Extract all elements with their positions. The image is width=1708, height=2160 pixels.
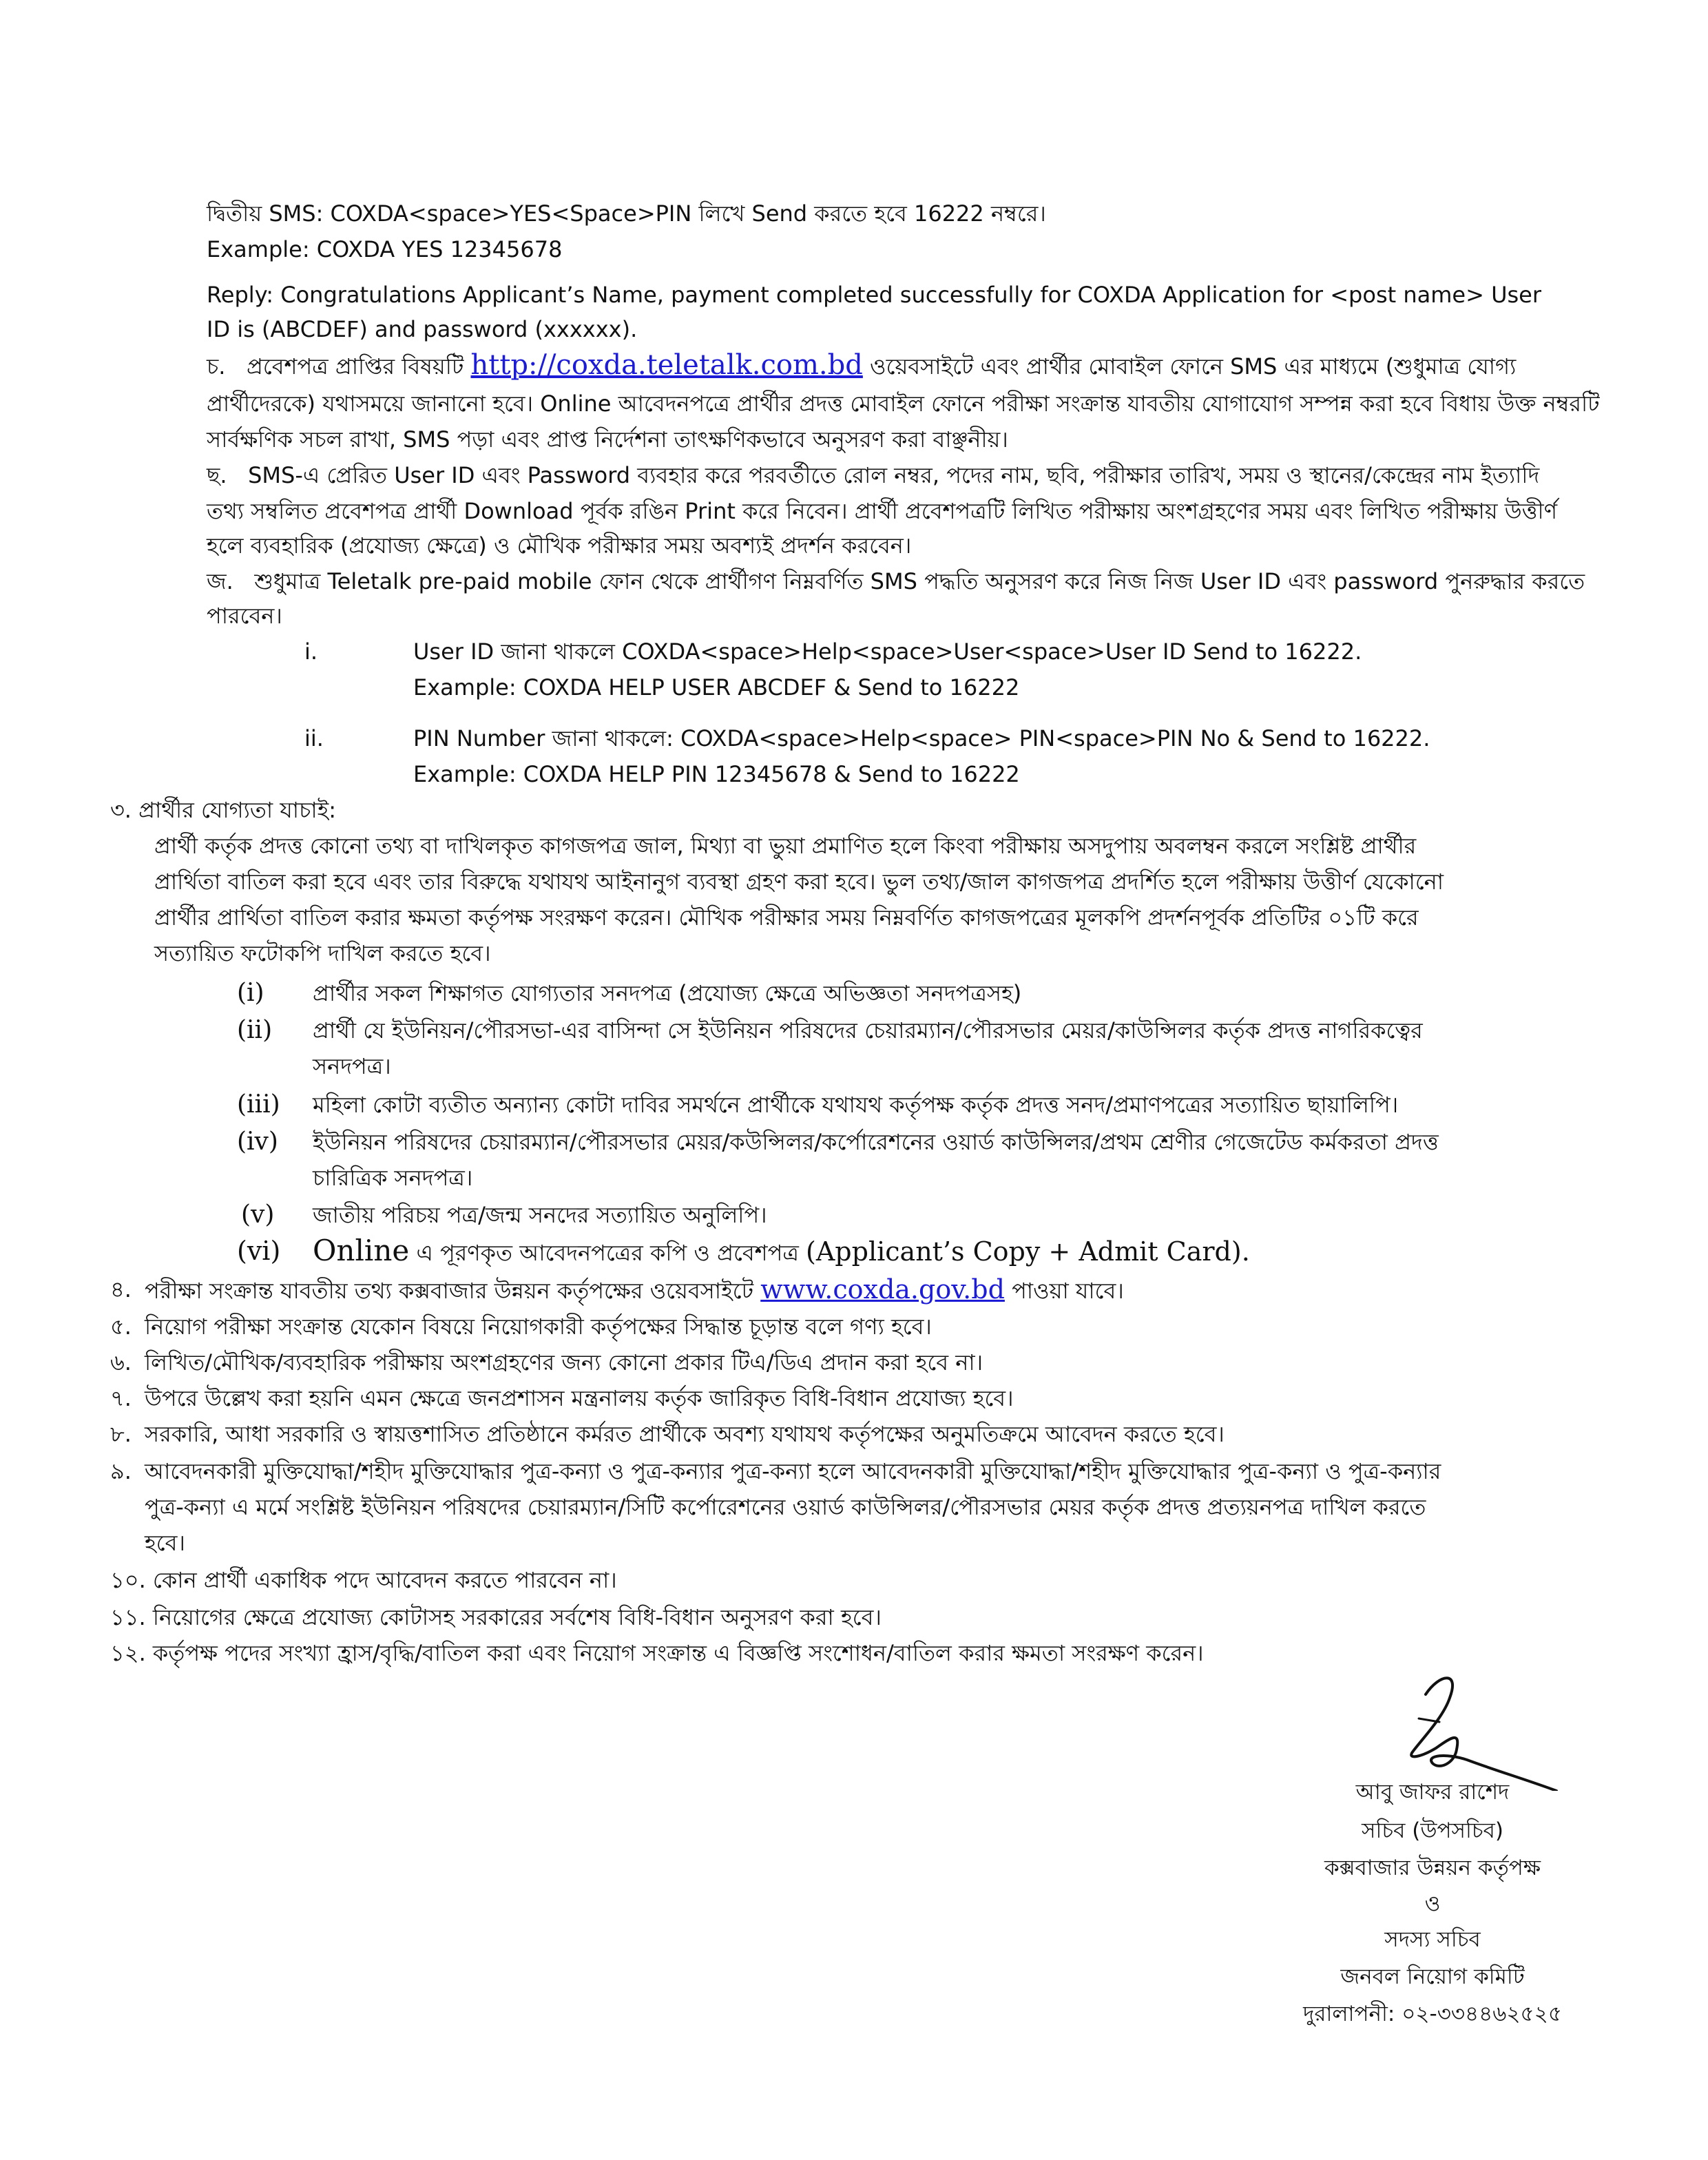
doc-num: (iii) bbox=[237, 1090, 280, 1119]
signatory-committee: জনবল নিয়োগ কমিটি bbox=[1340, 1964, 1525, 1989]
recovery-item-line1: PIN Number জানা থাকলে: COXDA<space>Help<space> PIN<space>PIN No & Send to 16222. bbox=[413, 725, 1430, 751]
chha-line3: হলে ব্যবহারিক (প্রযোজ্য ক্ষেত্রে) ও মৌখিক পরীক্ষার সময় অবশ্যই প্রদর্শন করবেন। bbox=[207, 532, 912, 559]
item-text: কর্তৃপক্ষ পদের সংখ্যা হ্রাস/বৃদ্ধি/বাতিল করা এবং নিয়োগ সংক্রান্ত এ বিজ্ঞপ্তি সংশোধন/বাতিল করার ক্ষমতা সংরক্ষণ করেন। bbox=[152, 1640, 1204, 1666]
doc-num: (vi) bbox=[237, 1236, 281, 1266]
late-item bbox=[110, 1599, 882, 1635]
late-item bbox=[110, 1562, 617, 1598]
item-num: ১১. bbox=[110, 1604, 146, 1630]
signatory-title: সচিব (উপসচিব) bbox=[1362, 1818, 1503, 1843]
item-text: নিয়োগ পরীক্ষা সংক্রান্ত যেকোন বিষয়ে নিয়োগকারী কর্তৃপক্ষের সিদ্ধান্ত চূড়ান্ত বলে গণ্য হবে। bbox=[145, 1313, 932, 1340]
doc6-online: Online bbox=[313, 1234, 410, 1267]
doc-num: (iv) bbox=[237, 1128, 278, 1156]
item-num: ১২. bbox=[110, 1640, 146, 1666]
item-num: ৪. bbox=[110, 1276, 132, 1302]
section3-para-line: সত্যায়িত ফটোকপি দাখিল করতে হবে। bbox=[154, 940, 491, 966]
late-item bbox=[110, 1635, 1204, 1671]
item4-pre: পরীক্ষা সংক্রান্ত যাবতীয় তথ্য কক্সবাজার উন্নয়ন কর্তৃপক্ষের ওয়েবসাইটে bbox=[145, 1278, 754, 1304]
handwritten-signature bbox=[1371, 1667, 1577, 1791]
signatory-organization: কক্সবাজার উন্নয়ন কর্তৃপক্ষ bbox=[1324, 1856, 1541, 1880]
signatory-phone: দুরালাপনী: ০২-৩৩৪৪৬২৫২৫ bbox=[1303, 2002, 1562, 2026]
doc-line: চারিত্রিক সনদপত্র। bbox=[313, 1165, 473, 1191]
doc-line: ইউনিয়ন পরিষদের চেয়ারম্যান/পৌরসভার মেয়র/কউন্সিলর/কর্পোরেশনের ওয়ার্ড কাউন্সিলর/প্রথম শ্রেণীর গেজেটেড কর্মকরতা প্রদত্ত bbox=[313, 1129, 1439, 1155]
chha-text: SMS-এ প্রেরিত User ID এবং Password ব্যবহার করে পরবর্তীতে রোল নম্বর, পদের নাম, ছবি, পরীক্ষার তারিখ, সময় ও স্থানের/কেন্দ্রের নাম ইত্যাদি bbox=[248, 462, 1540, 488]
item-text: উপরে উল্লেখ করা হয়নি এমন ক্ষেত্রে জনপ্রশাসন মন্ত্রনালয় কর্তৃক জারিকৃত বিধি-বিধান প্রযোজ্য হবে। bbox=[145, 1385, 1014, 1411]
section3-para-line: প্রার্থিতা বাতিল করা হবে এবং তার বিরুদ্ধে যথাযথ আইনানুগ ব্যবস্থা গ্রহণ করা হবে। ভুল তথ্য/জাল কাগজপত্র প্রদর্শিত হলে পরীক্ষায় উত্তীর্ণ যেকোনো bbox=[154, 869, 1444, 895]
item-num: ১০. bbox=[110, 1567, 146, 1593]
doc-line: জাতীয় পরিচয় পত্র/জন্ম সনদের সত্যায়িত অনুলিপি। bbox=[313, 1202, 767, 1228]
sms-example-line: Example: COXDA YES 12345678 bbox=[207, 236, 563, 262]
ja-label: জ. bbox=[207, 568, 233, 594]
item9-line: আবেদনকারী মুক্তিযোদ্ধা/শহীদ মুক্তিযোদ্ধার পুত্র-কন্যা ও পুত্র-কন্যার পুত্র-কন্যা হলে আবেদনকারী মুক্তিযোদ্ধা/শহীদ মুক্তিযোদ্ধার পুত্র-কন্যা ও পুত্র-কন্যার bbox=[145, 1458, 1441, 1484]
item-num: ৭. bbox=[110, 1385, 132, 1411]
chha-line2: তথ্য সম্বলিত প্রবেশপত্র প্রার্থী Download পূর্বক রঙিন Print করে নিবেন। প্রার্থী প্রবেশপত্রটি লিখিত পরীক্ষায় অংশগ্রহণের সময় এবং লিখিত পরীক্ষায় উত্তীর্ণ bbox=[207, 498, 1558, 524]
recovery-item-line2: Example: COXDA HELP USER ABCDEF & Send to 16222 bbox=[413, 674, 1020, 700]
chha-label: ছ. bbox=[207, 462, 227, 488]
item-text: কোন প্রার্থী একাধিক পদে আবেদন করতে পারবেন না। bbox=[152, 1567, 617, 1593]
doc-line: প্রার্থী যে ইউনিয়ন/পৌরসভা-এর বাসিন্দা সে ইউনিয়ন পরিষদের চেয়ারম্যান/পৌরসভার মেয়র/কাউন্সিলর কর্তৃক প্রদত্ত নাগরিকত্বের bbox=[313, 1017, 1423, 1043]
doc-line: সনদপত্র। bbox=[313, 1053, 391, 1079]
recovery-num: i. bbox=[304, 638, 318, 665]
recovery-item-line1: User ID জানা থাকলে COXDA<space>Help<space>User<space>User ID Send to 16222. bbox=[413, 638, 1362, 665]
section3-para-line: প্রার্থীর প্রার্থিতা বাতিল করার ক্ষমতা কর্তৃপক্ষ সংরক্ষণ করেন। মৌখিক পরীক্ষার সময় নিম্নবর্ণিত কাগজপত্রের মূলকপি প্রদর্শনপূর্বক প্রতিটির ০১টি করে bbox=[154, 904, 1419, 931]
item-num: ৫. bbox=[110, 1313, 132, 1340]
cha-line1 bbox=[207, 347, 1516, 384]
item-text: সরকারি, আধা সরকারি ও স্বায়ত্তশাসিত প্রতিষ্ঠানে কর্মরত প্রার্থীকে অবশ্য যথাযথ কর্তৃপক্ষের অনুমতিক্রমে আবেদন করতে হবে। bbox=[145, 1421, 1225, 1447]
signatory-member-secretary: সদস্য সচিব bbox=[1384, 1927, 1481, 1952]
doc-num: (v) bbox=[241, 1201, 275, 1229]
ja-line2: পারবেন। bbox=[207, 603, 282, 629]
item-text: নিয়োগের ক্ষেত্রে প্রযোজ্য কোটাসহ সরকারের সর্বশেষ বিধি-বিধান অনুসরণ করা হবে। bbox=[152, 1604, 882, 1630]
doc-num: (ii) bbox=[237, 1016, 273, 1044]
section3-heading: ৩. প্রার্থীর যোগ্যতা যাচাই: bbox=[110, 797, 337, 823]
ja-line1 bbox=[207, 563, 1585, 599]
signatory-and: ও bbox=[1424, 1891, 1441, 1916]
item-text: লিখিত/মৌখিক/ব্যবহারিক পরীক্ষায় অংশগ্রহণের জন্য কোনো প্রকার টিএ/ডিএ প্রদান করা হবে না। bbox=[145, 1349, 983, 1375]
signatory-name: আবু জাফর রাশেদ bbox=[1355, 1780, 1510, 1805]
coxda-website-link[interactable]: www.coxda.gov.bd bbox=[760, 1274, 1005, 1305]
sms-second-line: দ্বিতীয় SMS: COXDA<space>YES<Space>PIN লিখে Send করতে হবে 16222 নম্বরে। bbox=[207, 200, 1046, 227]
item-num: ৮. bbox=[110, 1421, 132, 1447]
item9-line: হবে। bbox=[145, 1530, 185, 1556]
sms-reply-line1: Reply: Congratulations Applicant’s Name, payment completed successfully for COXDA Application for <post name> User bbox=[207, 282, 1541, 308]
cha-pre: প্রবেশপত্র প্রাপ্তির বিষয়টি bbox=[246, 353, 464, 380]
doc6-eng: (Applicant’s Copy + Admit Card). bbox=[806, 1236, 1250, 1267]
item4-line bbox=[145, 1271, 1124, 1309]
doc-line: মহিলা কোটা ব্যতীত অন্যান্য কোটা দাবির সমর্থনে প্রার্থীকে যথাযথ কর্তৃপক্ষ কর্তৃক প্রদত্ত সনদ/প্রমাণপত্রের সত্যায়িত ছায়ালিপি। bbox=[313, 1092, 1399, 1118]
recovery-num: ii. bbox=[304, 725, 324, 751]
section3-para-line: প্রার্থী কর্তৃক প্রদত্ত কোনো তথ্য বা দাখিলকৃত কাগজপত্র জাল, মিথ্যা বা ভুয়া প্রমাণিত হলে কিংবা পরীক্ষায় অসদুপায় অবলম্বন করলে সংশ্লিষ্ট প্রার্থীর bbox=[154, 833, 1417, 859]
doc6-mid: এ পূরণকৃত আবেদনপত্রের কপি ও প্রবেশপত্র bbox=[409, 1240, 806, 1266]
cha-line3: সার্বক্ষণিক সচল রাখা, SMS পড়া এবং প্রাপ্ত নির্দেশনা তাৎক্ষণিকভাবে অনুসরণ করা বাঞ্ছনীয়। bbox=[207, 426, 1008, 453]
ja-text: শুধুমাত্র Teletalk pre-paid mobile ফোন থেকে প্রার্থীগণ নিম্নবর্ণিত SMS পদ্ধতি অনুসরণ করে নিজ নিজ User ID এবং password পুনরুদ্ধার করতে bbox=[254, 568, 1585, 594]
cha-label: চ. bbox=[207, 353, 226, 380]
item4-post: পাওয়া যাবে। bbox=[1012, 1278, 1124, 1304]
item9-line: পুত্র-কন্যা এ মর্মে সংশ্লিষ্ট ইউনিয়ন পরিষদের চেয়ারম্যান/সিটি কর্পোরেশনের ওয়ার্ড কাউন্সিলর/পৌরসভার মেয়র কর্তৃক প্রদত্ত প্রত্যয়নপত্র দাখিল করতে bbox=[145, 1494, 1426, 1520]
doc6-line bbox=[313, 1233, 1250, 1271]
cha-post: ওয়েবসাইটে এবং প্রার্থীর মোবাইল ফোনে SMS এর মাধ্যমে (শুধুমাত্র যোগ্য bbox=[870, 353, 1517, 380]
cha-line2: প্রার্থীদেরকে) যথাসময়ে জানানো হবে। Online আবেদনপত্রে প্রার্থীর প্রদত্ত মোবাইল ফোনে পরীক্ষা সংক্রান্ত যাবতীয় যোগাযোগ সম্পন্ন করা হবে বিধায় উক্ত নম্বরটি bbox=[207, 391, 1600, 417]
recovery-item-line2: Example: COXDA HELP PIN 12345678 & Send to 16222 bbox=[413, 761, 1020, 787]
chha-line1 bbox=[207, 457, 1539, 493]
item-num: ৯. bbox=[110, 1458, 132, 1484]
doc-line: প্রার্থীর সকল শিক্ষাগত যোগ্যতার সনদপত্র (প্রযোজ্য ক্ষেত্রে অভিজ্ঞতা সনদপত্রসহ) bbox=[313, 980, 1022, 1006]
sms-reply-line2: ID is (ABCDEF) and password (xxxxxx). bbox=[207, 316, 638, 342]
item-num: ৬. bbox=[110, 1349, 132, 1375]
doc-num: (i) bbox=[237, 979, 264, 1007]
teletalk-link[interactable]: http://coxda.teletalk.com.bd bbox=[470, 349, 863, 381]
